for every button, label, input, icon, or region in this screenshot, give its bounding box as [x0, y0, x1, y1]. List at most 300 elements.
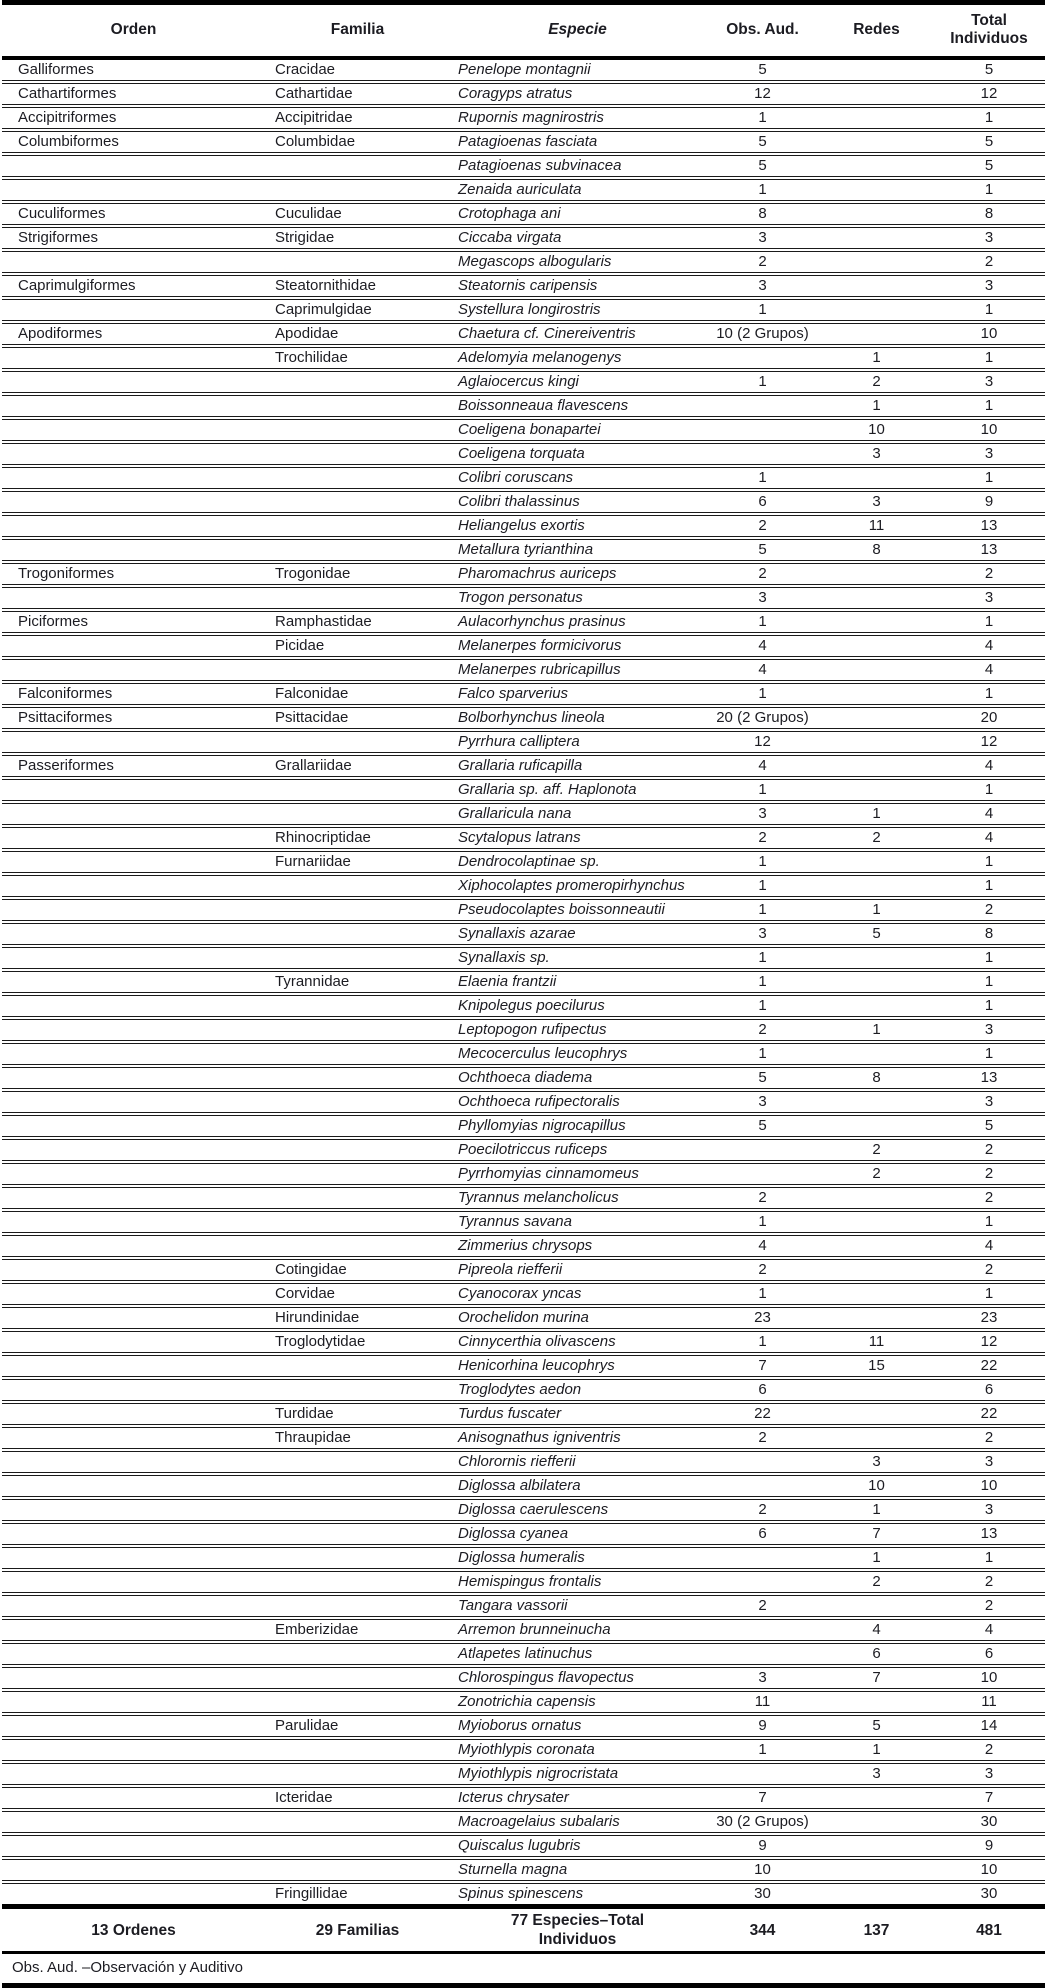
table-row	[2, 1618, 1045, 1642]
table-row	[2, 1114, 1045, 1138]
table-row	[2, 706, 1045, 730]
cell-total: 6	[933, 1642, 1045, 1666]
cell-redes: 1	[820, 1018, 933, 1042]
table-row	[2, 1522, 1045, 1546]
cell-especie: Orochelidon murina	[450, 1306, 705, 1330]
column-header-orden: Orden	[2, 3, 265, 59]
table-row	[2, 250, 1045, 274]
cell-obs: 30	[705, 1882, 820, 1907]
cell-especie: Cyanocorax yncas	[450, 1282, 705, 1306]
cell-obs: 5	[705, 154, 820, 178]
table-row	[2, 1666, 1045, 1690]
cell-total: 3	[933, 1498, 1045, 1522]
cell-total: 9	[933, 490, 1045, 514]
cell-obs: 5	[705, 1066, 820, 1090]
cell-familia: Picidae	[265, 634, 450, 658]
table-row	[2, 370, 1045, 394]
cell-redes	[820, 1186, 933, 1210]
cell-orden	[2, 1450, 265, 1474]
cell-familia	[265, 1690, 450, 1714]
cell-total: 1	[933, 970, 1045, 994]
summary-familias-count: 29 Familias	[265, 1907, 450, 1953]
cell-obs	[705, 1642, 820, 1666]
cell-familia: Grallariidae	[265, 754, 450, 778]
cell-total: 10	[933, 1858, 1045, 1882]
cell-obs: 5	[705, 538, 820, 562]
table-row	[2, 994, 1045, 1018]
cell-obs: 1	[705, 1330, 820, 1354]
cell-total: 3	[933, 1018, 1045, 1042]
cell-total: 3	[933, 370, 1045, 394]
column-header-total-individuos: Total Individuos	[933, 3, 1045, 59]
cell-obs: 1	[705, 610, 820, 634]
cell-total: 1	[933, 178, 1045, 202]
cell-orden	[2, 658, 265, 682]
cell-orden	[2, 538, 265, 562]
cell-orden: Piciformes	[2, 610, 265, 634]
cell-orden	[2, 898, 265, 922]
cell-obs	[705, 1618, 820, 1642]
table-row	[2, 778, 1045, 802]
species-table-body	[2, 58, 1045, 1907]
cell-especie: Pipreola riefferii	[450, 1258, 705, 1282]
cell-total: 12	[933, 730, 1045, 754]
table-row	[2, 1690, 1045, 1714]
cell-obs: 7	[705, 1354, 820, 1378]
cell-familia	[265, 442, 450, 466]
table-row	[2, 106, 1045, 130]
cell-orden	[2, 1858, 265, 1882]
cell-obs: 10 (2 Grupos)	[705, 322, 820, 346]
cell-redes: 3	[820, 490, 933, 514]
cell-orden	[2, 346, 265, 370]
cell-redes: 11	[820, 514, 933, 538]
summary-row	[2, 1907, 1045, 1953]
cell-obs: 12	[705, 730, 820, 754]
cell-familia	[265, 1210, 450, 1234]
cell-total: 1	[933, 1210, 1045, 1234]
table-row	[2, 1378, 1045, 1402]
cell-total: 2	[933, 250, 1045, 274]
cell-obs	[705, 346, 820, 370]
cell-obs: 30 (2 Grupos)	[705, 1810, 820, 1834]
cell-total: 6	[933, 1378, 1045, 1402]
table-row	[2, 154, 1045, 178]
cell-obs: 1	[705, 778, 820, 802]
cell-orden: Caprimulgiformes	[2, 274, 265, 298]
cell-orden	[2, 946, 265, 970]
cell-obs: 2	[705, 1426, 820, 1450]
cell-orden: Falconiformes	[2, 682, 265, 706]
cell-total: 2	[933, 1162, 1045, 1186]
table-row	[2, 202, 1045, 226]
cell-especie: Adelomyia melanogenys	[450, 346, 705, 370]
summary-obs-aud-total: 344	[705, 1907, 820, 1953]
cell-especie: Diglossa cyanea	[450, 1522, 705, 1546]
cell-total: 2	[933, 1258, 1045, 1282]
cell-redes	[820, 730, 933, 754]
cell-familia: Trochilidae	[265, 346, 450, 370]
cell-orden	[2, 922, 265, 946]
cell-especie: Grallaricula nana	[450, 802, 705, 826]
cell-total: 13	[933, 1066, 1045, 1090]
cell-redes	[820, 106, 933, 130]
cell-orden: Trogoniformes	[2, 562, 265, 586]
cell-orden: Passeriformes	[2, 754, 265, 778]
cell-redes	[820, 466, 933, 490]
cell-redes	[820, 1282, 933, 1306]
cell-familia: Cracidae	[265, 58, 450, 82]
cell-obs: 22	[705, 1402, 820, 1426]
cell-orden	[2, 730, 265, 754]
cell-orden: Strigiformes	[2, 226, 265, 250]
cell-obs: 1	[705, 946, 820, 970]
cell-total: 10	[933, 1666, 1045, 1690]
cell-orden	[2, 1210, 265, 1234]
cell-familia: Falconidae	[265, 682, 450, 706]
cell-total: 3	[933, 274, 1045, 298]
cell-redes	[820, 1234, 933, 1258]
cell-redes	[820, 1594, 933, 1618]
table-row	[2, 1330, 1045, 1354]
cell-redes: 7	[820, 1522, 933, 1546]
cell-especie: Aglaiocercus kingi	[450, 370, 705, 394]
table-row	[2, 490, 1045, 514]
species-table	[2, 0, 1045, 1954]
cell-obs: 1	[705, 994, 820, 1018]
cell-redes: 11	[820, 1330, 933, 1354]
table-row	[2, 1858, 1045, 1882]
cell-especie: Cinnycerthia olivascens	[450, 1330, 705, 1354]
table-row	[2, 658, 1045, 682]
cell-obs	[705, 1474, 820, 1498]
footnote: Obs. Aud. –Observación y Auditivo	[2, 1954, 1045, 1988]
cell-total: 1	[933, 106, 1045, 130]
cell-redes	[820, 1426, 933, 1450]
cell-total: 4	[933, 658, 1045, 682]
cell-orden	[2, 1426, 265, 1450]
cell-orden	[2, 1810, 265, 1834]
table-row	[2, 178, 1045, 202]
cell-redes: 1	[820, 346, 933, 370]
table-header	[2, 3, 1045, 59]
cell-orden	[2, 1066, 265, 1090]
cell-redes	[820, 1834, 933, 1858]
cell-redes	[820, 706, 933, 730]
cell-redes	[820, 1210, 933, 1234]
cell-especie: Turdus fuscater	[450, 1402, 705, 1426]
summary-individuos-total: 481	[933, 1907, 1045, 1953]
cell-redes	[820, 1042, 933, 1066]
cell-total: 1	[933, 610, 1045, 634]
cell-familia: Apodidae	[265, 322, 450, 346]
cell-redes	[820, 1858, 933, 1882]
cell-obs: 20 (2 Grupos)	[705, 706, 820, 730]
cell-orden	[2, 850, 265, 874]
cell-redes: 4	[820, 1618, 933, 1642]
cell-obs: 10	[705, 1858, 820, 1882]
cell-especie: Anisognathus igniventris	[450, 1426, 705, 1450]
cell-redes	[820, 874, 933, 898]
cell-redes	[820, 154, 933, 178]
table-row	[2, 442, 1045, 466]
cell-especie: Arremon brunneinucha	[450, 1618, 705, 1642]
cell-redes	[820, 250, 933, 274]
cell-familia	[265, 538, 450, 562]
cell-total: 2	[933, 1426, 1045, 1450]
cell-redes	[820, 1810, 933, 1834]
cell-redes	[820, 586, 933, 610]
cell-obs: 3	[705, 1090, 820, 1114]
cell-obs	[705, 1138, 820, 1162]
table-row	[2, 1282, 1045, 1306]
cell-redes	[820, 1786, 933, 1810]
cell-especie: Diglossa albilatera	[450, 1474, 705, 1498]
cell-obs: 3	[705, 274, 820, 298]
cell-redes: 15	[820, 1354, 933, 1378]
table-row	[2, 1714, 1045, 1738]
cell-especie: Myiothlypis nigrocristata	[450, 1762, 705, 1786]
summary-ordenes-count: 13 Ordenes	[2, 1907, 265, 1953]
table-row	[2, 226, 1045, 250]
cell-total: 12	[933, 82, 1045, 106]
cell-orden	[2, 1762, 265, 1786]
cell-obs: 2	[705, 250, 820, 274]
cell-total: 3	[933, 586, 1045, 610]
cell-redes	[820, 1306, 933, 1330]
column-header-redes: Redes	[820, 3, 933, 59]
cell-especie: Zimmerius chrysops	[450, 1234, 705, 1258]
cell-familia	[265, 778, 450, 802]
cell-especie: Synallaxis azarae	[450, 922, 705, 946]
table-row	[2, 1762, 1045, 1786]
cell-redes	[820, 178, 933, 202]
cell-familia	[265, 1450, 450, 1474]
cell-familia: Troglodytidae	[265, 1330, 450, 1354]
cell-obs: 4	[705, 634, 820, 658]
cell-obs: 2	[705, 1186, 820, 1210]
cell-familia	[265, 730, 450, 754]
cell-total: 2	[933, 1594, 1045, 1618]
cell-redes: 5	[820, 922, 933, 946]
summary-redes-total: 137	[820, 1907, 933, 1953]
cell-especie: Chlorornis riefferii	[450, 1450, 705, 1474]
table-row	[2, 1498, 1045, 1522]
cell-especie: Melanerpes formicivorus	[450, 634, 705, 658]
cell-orden	[2, 1546, 265, 1570]
cell-especie: Heliangelus exortis	[450, 514, 705, 538]
cell-redes	[820, 1258, 933, 1282]
cell-especie: Ciccaba virgata	[450, 226, 705, 250]
cell-orden	[2, 394, 265, 418]
cell-especie: Elaenia frantzii	[450, 970, 705, 994]
table-row	[2, 1354, 1045, 1378]
cell-obs: 1	[705, 466, 820, 490]
cell-total: 1	[933, 994, 1045, 1018]
cell-redes: 2	[820, 370, 933, 394]
cell-orden	[2, 466, 265, 490]
cell-redes: 3	[820, 1762, 933, 1786]
cell-especie: Leptopogon rufipectus	[450, 1018, 705, 1042]
cell-orden	[2, 1402, 265, 1426]
cell-especie: Pyrrhura calliptera	[450, 730, 705, 754]
cell-orden	[2, 1786, 265, 1810]
cell-orden	[2, 370, 265, 394]
cell-familia: Columbidae	[265, 130, 450, 154]
table-row	[2, 1162, 1045, 1186]
table-row	[2, 1042, 1045, 1066]
table-row	[2, 1138, 1045, 1162]
cell-redes	[820, 682, 933, 706]
cell-redes	[820, 970, 933, 994]
cell-familia	[265, 1138, 450, 1162]
table-row	[2, 130, 1045, 154]
cell-orden: Psittaciformes	[2, 706, 265, 730]
cell-orden	[2, 154, 265, 178]
table-row	[2, 1570, 1045, 1594]
cell-orden	[2, 1498, 265, 1522]
cell-total: 1	[933, 1546, 1045, 1570]
cell-obs: 2	[705, 562, 820, 586]
cell-redes: 1	[820, 1738, 933, 1762]
cell-familia: Ramphastidae	[265, 610, 450, 634]
cell-redes	[820, 1402, 933, 1426]
cell-orden	[2, 586, 265, 610]
cell-redes: 2	[820, 1570, 933, 1594]
cell-familia: Rhinocriptidae	[265, 826, 450, 850]
cell-especie: Coragyps atratus	[450, 82, 705, 106]
cell-familia	[265, 1666, 450, 1690]
cell-especie: Henicorhina leucophrys	[450, 1354, 705, 1378]
cell-orden	[2, 1642, 265, 1666]
cell-total: 20	[933, 706, 1045, 730]
cell-total: 4	[933, 1234, 1045, 1258]
cell-redes	[820, 946, 933, 970]
cell-obs: 1	[705, 1282, 820, 1306]
cell-especie: Dendrocolaptinae sp.	[450, 850, 705, 874]
cell-obs: 6	[705, 1378, 820, 1402]
cell-total: 10	[933, 322, 1045, 346]
cell-familia	[265, 418, 450, 442]
table-row	[2, 922, 1045, 946]
cell-especie: Tyrannus melancholicus	[450, 1186, 705, 1210]
cell-total: 2	[933, 1138, 1045, 1162]
cell-obs: 4	[705, 1234, 820, 1258]
cell-familia	[265, 1546, 450, 1570]
cell-redes: 1	[820, 898, 933, 922]
cell-orden	[2, 250, 265, 274]
cell-redes: 10	[820, 1474, 933, 1498]
cell-orden	[2, 490, 265, 514]
cell-especie: Hemispingus frontalis	[450, 1570, 705, 1594]
cell-especie: Megascops albogularis	[450, 250, 705, 274]
cell-especie: Scytalopus latrans	[450, 826, 705, 850]
cell-familia: Psittacidae	[265, 706, 450, 730]
cell-especie: Pyrrhomyias cinnamomeus	[450, 1162, 705, 1186]
cell-familia	[265, 1162, 450, 1186]
cell-obs: 3	[705, 802, 820, 826]
cell-especie: Chaetura cf. Cinereiventris	[450, 322, 705, 346]
cell-orden	[2, 1834, 265, 1858]
cell-redes: 1	[820, 1498, 933, 1522]
cell-total: 12	[933, 1330, 1045, 1354]
cell-redes	[820, 58, 933, 82]
cell-orden	[2, 1138, 265, 1162]
cell-obs	[705, 1162, 820, 1186]
table-row	[2, 1090, 1045, 1114]
cell-obs: 1	[705, 1738, 820, 1762]
cell-familia: Thraupidae	[265, 1426, 450, 1450]
cell-redes: 1	[820, 802, 933, 826]
cell-orden	[2, 442, 265, 466]
cell-obs: 3	[705, 586, 820, 610]
cell-familia	[265, 1762, 450, 1786]
table-row	[2, 1546, 1045, 1570]
cell-obs: 2	[705, 826, 820, 850]
cell-familia	[265, 1738, 450, 1762]
cell-obs: 3	[705, 922, 820, 946]
cell-obs	[705, 1762, 820, 1786]
cell-orden	[2, 1018, 265, 1042]
cell-obs: 8	[705, 202, 820, 226]
cell-especie: Icterus chrysater	[450, 1786, 705, 1810]
cell-obs	[705, 1546, 820, 1570]
cell-obs: 7	[705, 1786, 820, 1810]
cell-total: 14	[933, 1714, 1045, 1738]
cell-familia: Furnariidae	[265, 850, 450, 874]
cell-especie: Grallaria sp. aff. Haplonota	[450, 778, 705, 802]
cell-redes	[820, 634, 933, 658]
cell-total: 1	[933, 298, 1045, 322]
cell-redes	[820, 1378, 933, 1402]
table-row	[2, 802, 1045, 826]
cell-familia: Trogonidae	[265, 562, 450, 586]
table-row	[2, 754, 1045, 778]
cell-orden	[2, 1258, 265, 1282]
cell-especie: Coeligena bonapartei	[450, 418, 705, 442]
cell-familia	[265, 394, 450, 418]
cell-obs: 5	[705, 130, 820, 154]
cell-familia	[265, 1642, 450, 1666]
cell-total: 8	[933, 202, 1045, 226]
cell-total: 4	[933, 634, 1045, 658]
cell-orden	[2, 298, 265, 322]
cell-total: 3	[933, 1762, 1045, 1786]
cell-familia	[265, 1354, 450, 1378]
cell-redes	[820, 1690, 933, 1714]
table-row	[2, 610, 1045, 634]
table-row	[2, 730, 1045, 754]
cell-especie: Colibri thalassinus	[450, 490, 705, 514]
table-row	[2, 466, 1045, 490]
cell-redes	[820, 202, 933, 226]
table-summary	[2, 1907, 1045, 1953]
cell-orden: Apodiformes	[2, 322, 265, 346]
cell-orden	[2, 1114, 265, 1138]
cell-orden	[2, 994, 265, 1018]
cell-total: 13	[933, 538, 1045, 562]
cell-especie: Sturnella magna	[450, 1858, 705, 1882]
table-row	[2, 418, 1045, 442]
cell-especie: Xiphocolaptes promeropirhynchus	[450, 874, 705, 898]
cell-obs: 2	[705, 1258, 820, 1282]
cell-familia: Steatornithidae	[265, 274, 450, 298]
cell-especie: Metallura tyrianthina	[450, 538, 705, 562]
cell-orden	[2, 1330, 265, 1354]
table-row	[2, 874, 1045, 898]
table-row	[2, 298, 1045, 322]
cell-especie: Synallaxis sp.	[450, 946, 705, 970]
